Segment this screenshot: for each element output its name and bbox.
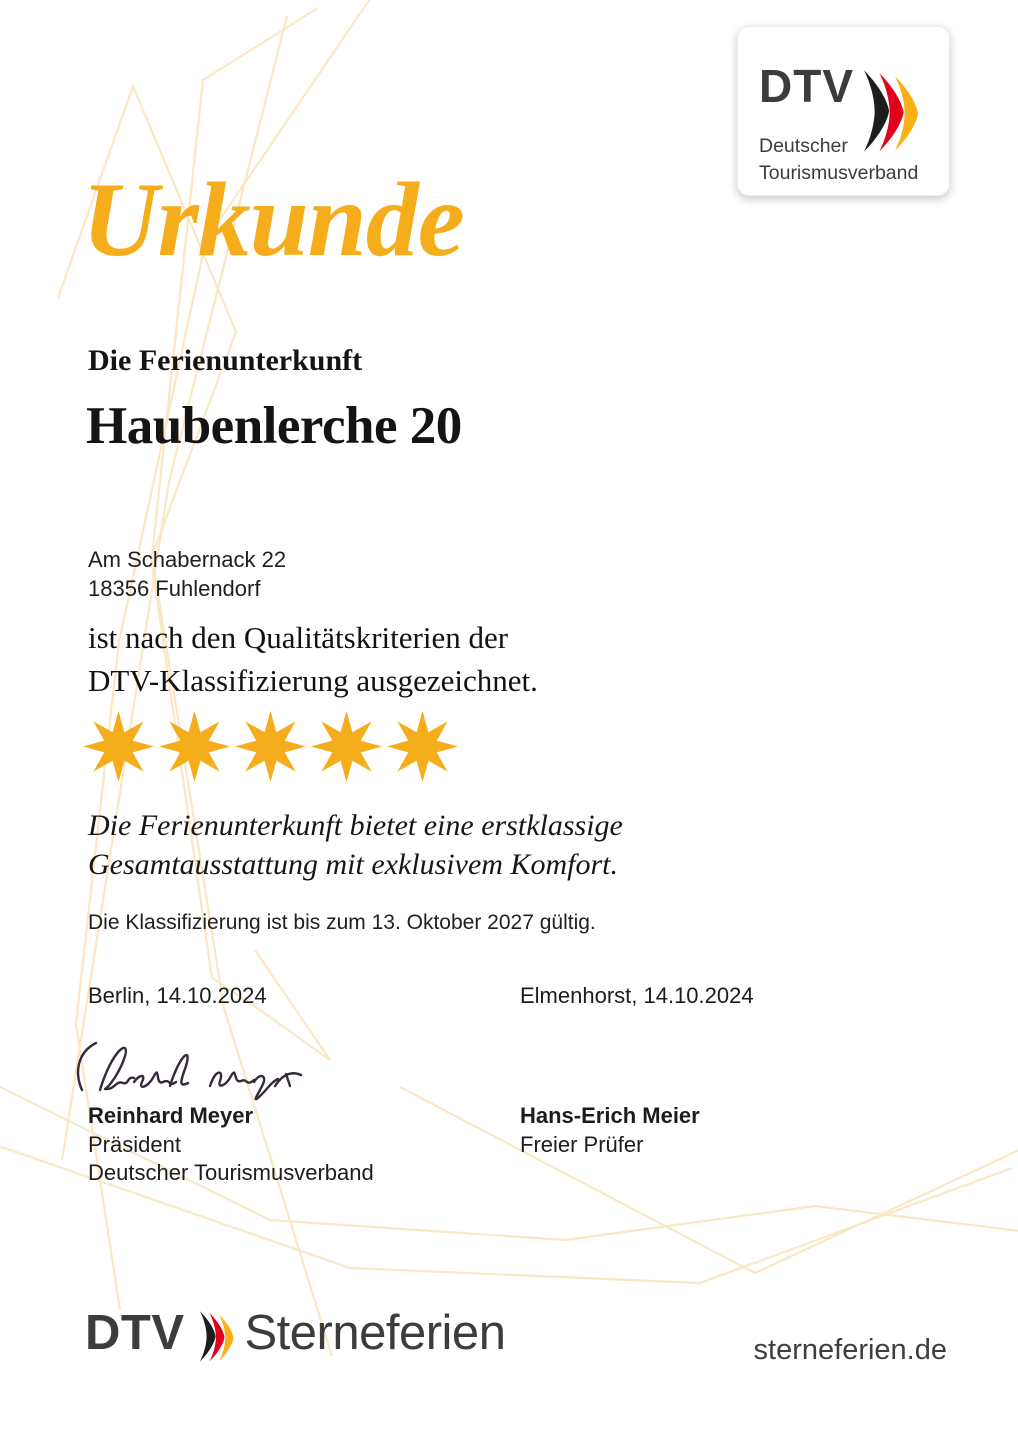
star-rating <box>82 710 459 783</box>
star-icon <box>82 710 155 783</box>
footer-brand-name: Sterneferien <box>244 1306 506 1360</box>
signer-left <box>88 1102 374 1188</box>
signer-left-role2: Deutscher Tourismusverband <box>88 1160 374 1185</box>
footer-chevrons-icon <box>200 1309 236 1365</box>
address-street: Am Schabernack 22 <box>88 547 287 572</box>
classification-statement <box>88 616 538 702</box>
statement-line2: DTV-Klassifizierung ausgezeichnet. <box>88 663 538 698</box>
quote-line2: Gesamtausstattung mit exklusivem Komfort. <box>88 848 618 881</box>
dtv-logo-subtitle-line1: Deutscher <box>759 135 848 157</box>
dtv-logo-card <box>737 26 950 196</box>
signature-image <box>70 1036 305 1108</box>
place-date-right: Elmenhorst, 14.10.2024 <box>520 983 754 1008</box>
address-city: 18356 Fuhlendorf <box>88 576 261 601</box>
star-icon <box>234 710 307 783</box>
star-icon <box>386 710 459 783</box>
rating-description <box>88 806 623 884</box>
place-date-left: Berlin, 14.10.2024 <box>88 983 267 1008</box>
signer-right <box>520 1102 700 1159</box>
star-icon <box>158 710 231 783</box>
footer-website: sterneferien.de <box>753 1334 947 1366</box>
quote-line1: Die Ferienunterkunft bietet eine erstklassige <box>88 809 623 842</box>
statement-line1: ist nach den Qualitätskriterien der <box>88 620 509 655</box>
validity-note: Die Klassifizierung ist bis zum 13. Oktober 2027 gültig. <box>88 911 596 934</box>
signer-right-name: Hans-Erich Meier <box>520 1103 700 1128</box>
property-address <box>88 545 286 603</box>
signer-left-name: Reinhard Meyer <box>88 1103 254 1128</box>
property-name: Haubenlerche 20 <box>86 397 462 455</box>
footer-brand-logo <box>85 1308 505 1365</box>
certificate-title: Urkunde <box>82 161 464 278</box>
signer-left-role1: Präsident <box>88 1131 181 1157</box>
footer-dtv-acronym: DTV <box>85 1306 185 1360</box>
dtv-logo-subtitle-line2: Tourismusverband <box>759 161 919 184</box>
dtv-logo-acronym: DTV <box>759 60 854 112</box>
signer-right-role1: Freier Prüfer <box>520 1131 644 1157</box>
star-icon <box>310 710 383 783</box>
intro-line: Die Ferienunterkunft <box>88 344 363 377</box>
